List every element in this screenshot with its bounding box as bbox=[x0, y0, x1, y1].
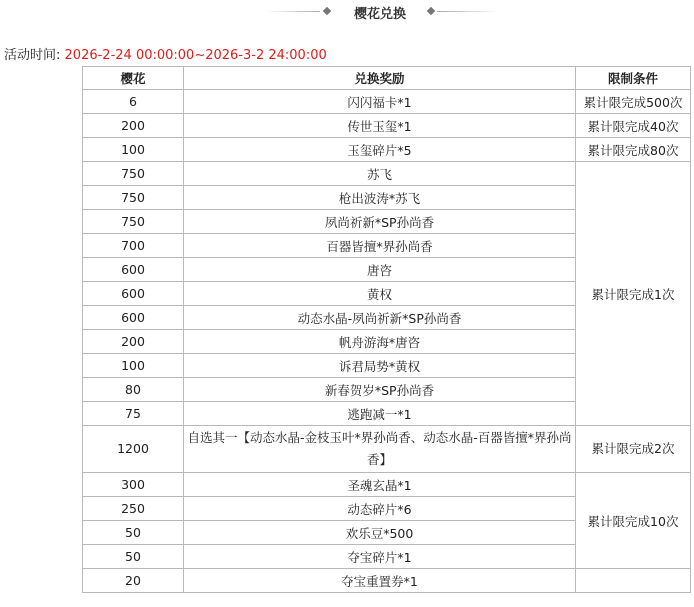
cost-cell: 700 bbox=[83, 234, 184, 258]
cost-cell: 1200 bbox=[83, 426, 184, 473]
reward-cell: 自选其一【动态水晶-金枝玉叶*界孙尚香、动态水晶-百器皆擅*界孙尚香】 bbox=[184, 426, 576, 473]
limit-cell: 累计限完成1次 bbox=[576, 162, 691, 426]
cost-cell: 300 bbox=[83, 473, 184, 497]
table-row bbox=[83, 426, 691, 473]
cost-cell: 750 bbox=[83, 186, 184, 210]
table-row bbox=[83, 162, 691, 186]
header-divider-left bbox=[265, 11, 320, 12]
cost-cell: 200 bbox=[83, 114, 184, 138]
table-row bbox=[83, 569, 691, 593]
exchange-table bbox=[82, 66, 691, 593]
table-row bbox=[83, 138, 691, 162]
reward-cell: 欢乐豆*500 bbox=[184, 521, 576, 545]
limit-cell bbox=[576, 569, 691, 593]
reward-cell: 夺宝重置券*1 bbox=[184, 569, 576, 593]
reward-cell: 诉君局势*黄权 bbox=[184, 354, 576, 378]
diamond-ornament-icon bbox=[323, 7, 331, 15]
page-title: 樱花兑换 bbox=[353, 7, 406, 22]
cost-cell: 600 bbox=[83, 306, 184, 330]
table-row bbox=[83, 114, 691, 138]
column-header-cost: 樱花 bbox=[83, 67, 184, 90]
reward-cell: 闪闪福卡*1 bbox=[184, 90, 576, 114]
reward-cell: 帆舟游海*唐咨 bbox=[184, 330, 576, 354]
reward-cell: 圣魂玄晶*1 bbox=[184, 473, 576, 497]
cost-cell: 80 bbox=[83, 378, 184, 402]
reward-cell: 动态碎片*6 bbox=[184, 497, 576, 521]
reward-cell: 枪出波涛*苏飞 bbox=[184, 186, 576, 210]
table-header-row bbox=[83, 67, 691, 90]
activity-period bbox=[4, 44, 327, 63]
reward-cell: 逃跑减一*1 bbox=[184, 402, 576, 426]
limit-cell: 累计限完成40次 bbox=[576, 114, 691, 138]
column-header-limit: 限制条件 bbox=[576, 67, 691, 90]
reward-cell: 玉玺碎片*5 bbox=[184, 138, 576, 162]
reward-cell: 夺宝碎片*1 bbox=[184, 545, 576, 569]
reward-cell: 传世玉玺*1 bbox=[184, 114, 576, 138]
reward-cell: 黄权 bbox=[184, 282, 576, 306]
activity-label: 活动时间: bbox=[4, 48, 61, 63]
cost-cell: 600 bbox=[83, 258, 184, 282]
diamond-ornament-icon bbox=[427, 7, 435, 15]
cost-cell: 100 bbox=[83, 138, 184, 162]
limit-cell: 累计限完成80次 bbox=[576, 138, 691, 162]
reward-cell: 夙尚祈新*SP孙尚香 bbox=[184, 210, 576, 234]
cost-cell: 50 bbox=[83, 521, 184, 545]
reward-cell: 苏飞 bbox=[184, 162, 576, 186]
cost-cell: 600 bbox=[83, 282, 184, 306]
section-header bbox=[0, 0, 694, 24]
table-row bbox=[83, 473, 691, 497]
cost-cell: 20 bbox=[83, 569, 184, 593]
table-row bbox=[83, 90, 691, 114]
table-body bbox=[83, 90, 691, 593]
cost-cell: 75 bbox=[83, 402, 184, 426]
header-divider-right bbox=[437, 11, 499, 12]
cost-cell: 6 bbox=[83, 90, 184, 114]
limit-cell: 累计限完成10次 bbox=[576, 473, 691, 569]
reward-cell: 百器皆擅*界孙尚香 bbox=[184, 234, 576, 258]
reward-cell: 新春贺岁*SP孙尚香 bbox=[184, 378, 576, 402]
cost-cell: 250 bbox=[83, 497, 184, 521]
column-header-reward: 兑换奖励 bbox=[184, 67, 576, 90]
reward-cell: 动态水晶-夙尚祈新*SP孙尚香 bbox=[184, 306, 576, 330]
activity-time: 2026-2-24 00:00:00~2026-3-2 24:00:00 bbox=[64, 48, 327, 63]
limit-cell: 累计限完成2次 bbox=[576, 426, 691, 473]
cost-cell: 200 bbox=[83, 330, 184, 354]
reward-cell: 唐咨 bbox=[184, 258, 576, 282]
cost-cell: 750 bbox=[83, 162, 184, 186]
cost-cell: 750 bbox=[83, 210, 184, 234]
cost-cell: 50 bbox=[83, 545, 184, 569]
cost-cell: 100 bbox=[83, 354, 184, 378]
limit-cell: 累计限完成500次 bbox=[576, 90, 691, 114]
